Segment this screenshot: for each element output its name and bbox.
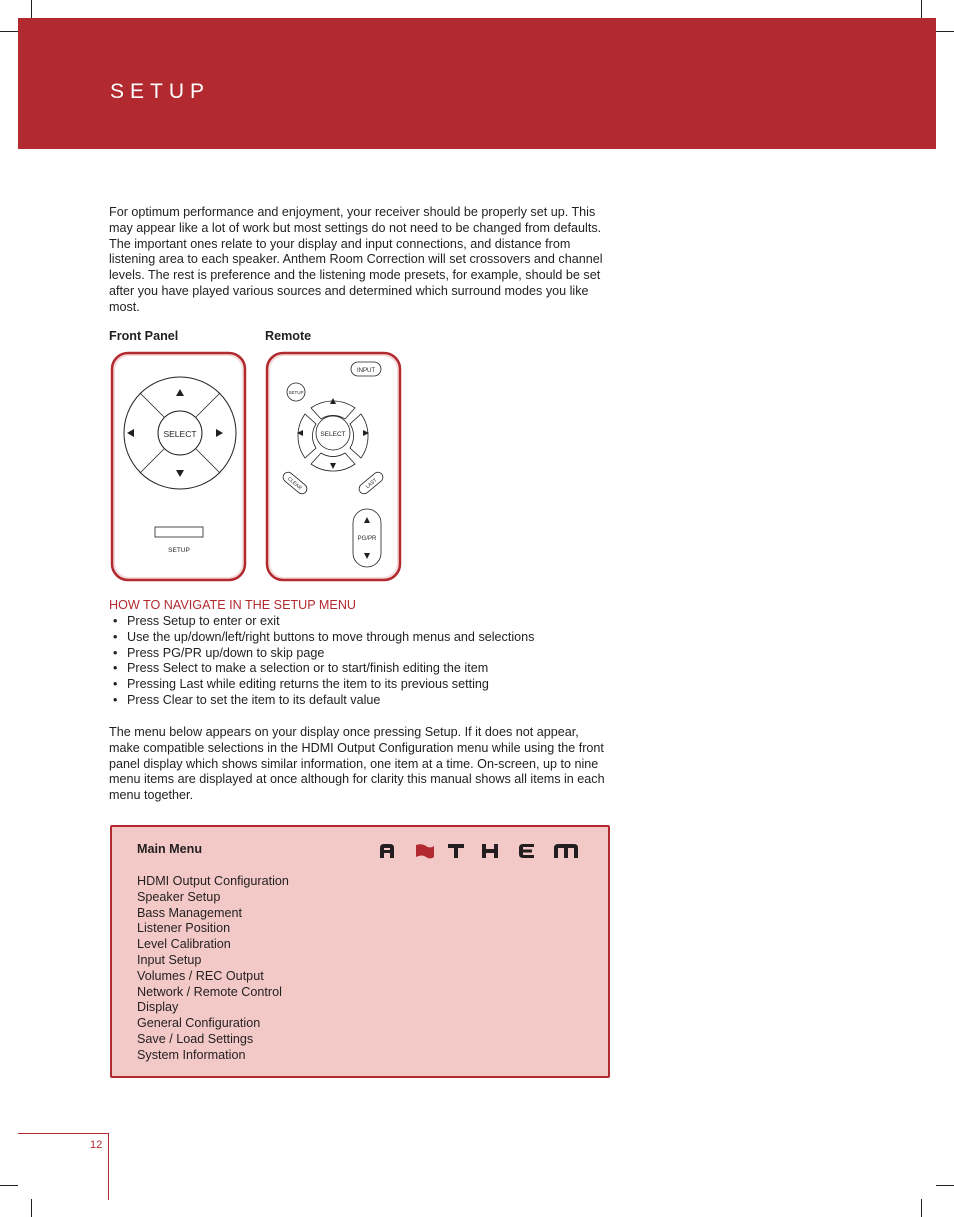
menu-item[interactable]: Network / Remote Control	[137, 984, 282, 999]
navigate-list	[109, 614, 534, 709]
menu-item[interactable]: System Information	[137, 1047, 246, 1062]
list-item: • Pressing Last while editing returns the item to its previous setting	[109, 677, 534, 693]
menu-item[interactable]: HDMI Output Configuration	[137, 874, 289, 888]
page-title: SETUP	[110, 80, 211, 103]
main-menu-panel	[110, 825, 610, 1078]
front-panel-illustration	[110, 351, 247, 583]
crop-mark	[0, 31, 18, 32]
menu-item[interactable]: Level Calibration	[137, 937, 231, 952]
remote-pgpr-label: PG/PR	[357, 536, 377, 542]
front-panel-label: Front Panel	[109, 329, 179, 343]
footer-rule-vertical	[108, 1133, 109, 1200]
menu-description-paragraph: The menu below appears on your display once pressing Setup. If it does not appear, make compatible selections in the HDMI Output Configuration menu while using the front panel display which shows similar information, one item at a time. On-screen, up to nine menu items are displayed at once although for clarity this manual shows all items in each menu together.	[109, 725, 605, 803]
list-item: • Press Select to make a selection or to start/finish editing the item	[109, 661, 534, 677]
navigate-heading: HOW TO NAVIGATE IN THE SETUP MENU	[109, 598, 357, 612]
remote-select-label: SELECT	[320, 431, 346, 438]
remote-input-label: INPUT	[357, 368, 375, 374]
anthem-logo-icon	[378, 843, 582, 859]
remote-clear-label: CLEAR	[286, 476, 303, 492]
menu-item[interactable]: Bass Management	[137, 905, 243, 920]
crop-mark	[921, 0, 922, 18]
intro-paragraph: For optimum performance and enjoyment, your receiver should be properly set up. This may appear like a lot of work but most settings do not need to be changed from defaults. The important ones relate to your display and input connections, and distance from listening area to each speaker. Anthem Room Correction will set crossovers and channel levels. The rest is preference and the listening mode presets, for example, should be set after you have played various sources and determined which surround modes you like most.	[109, 205, 603, 314]
header-banner	[18, 18, 936, 149]
remote-label: Remote	[265, 329, 312, 343]
front-select-label: SELECT	[163, 429, 197, 439]
menu-item[interactable]: Display	[137, 1000, 179, 1015]
crop-mark	[31, 0, 32, 18]
front-setup-button[interactable]	[155, 527, 203, 537]
crop-mark	[31, 1199, 32, 1217]
crop-mark	[0, 1185, 18, 1186]
crop-mark	[936, 1185, 954, 1186]
list-item: • Use the up/down/left/right buttons to move through menus and selections	[109, 630, 534, 646]
front-panel-dpad[interactable]	[124, 377, 236, 489]
list-item: • Press Clear to set the item to its default value	[109, 693, 534, 709]
menu-item[interactable]: Volumes / REC Output	[137, 968, 264, 983]
menu-item[interactable]: Speaker Setup	[137, 889, 221, 904]
menu-item[interactable]: Listener Position	[137, 921, 231, 936]
menu-item[interactable]: General Configuration	[137, 1016, 261, 1031]
front-setup-label: SETUP	[168, 547, 190, 554]
remote-last-label: LAST	[364, 477, 379, 491]
menu-item[interactable]: Save / Load Settings	[137, 1031, 254, 1046]
list-item: • Press Setup to enter or exit	[109, 614, 534, 630]
footer-rule	[18, 1133, 109, 1134]
page-number: 12	[90, 1139, 103, 1151]
remote-illustration	[265, 351, 402, 583]
crop-mark	[921, 1199, 922, 1217]
crop-mark	[936, 31, 954, 32]
remote-setup-label: SETUP	[288, 390, 304, 395]
main-menu-title: Main Menu	[137, 842, 203, 856]
main-menu-list	[137, 874, 289, 1064]
list-item: • Press PG/PR up/down to skip page	[109, 646, 534, 662]
menu-item[interactable]: Input Setup	[137, 952, 202, 967]
